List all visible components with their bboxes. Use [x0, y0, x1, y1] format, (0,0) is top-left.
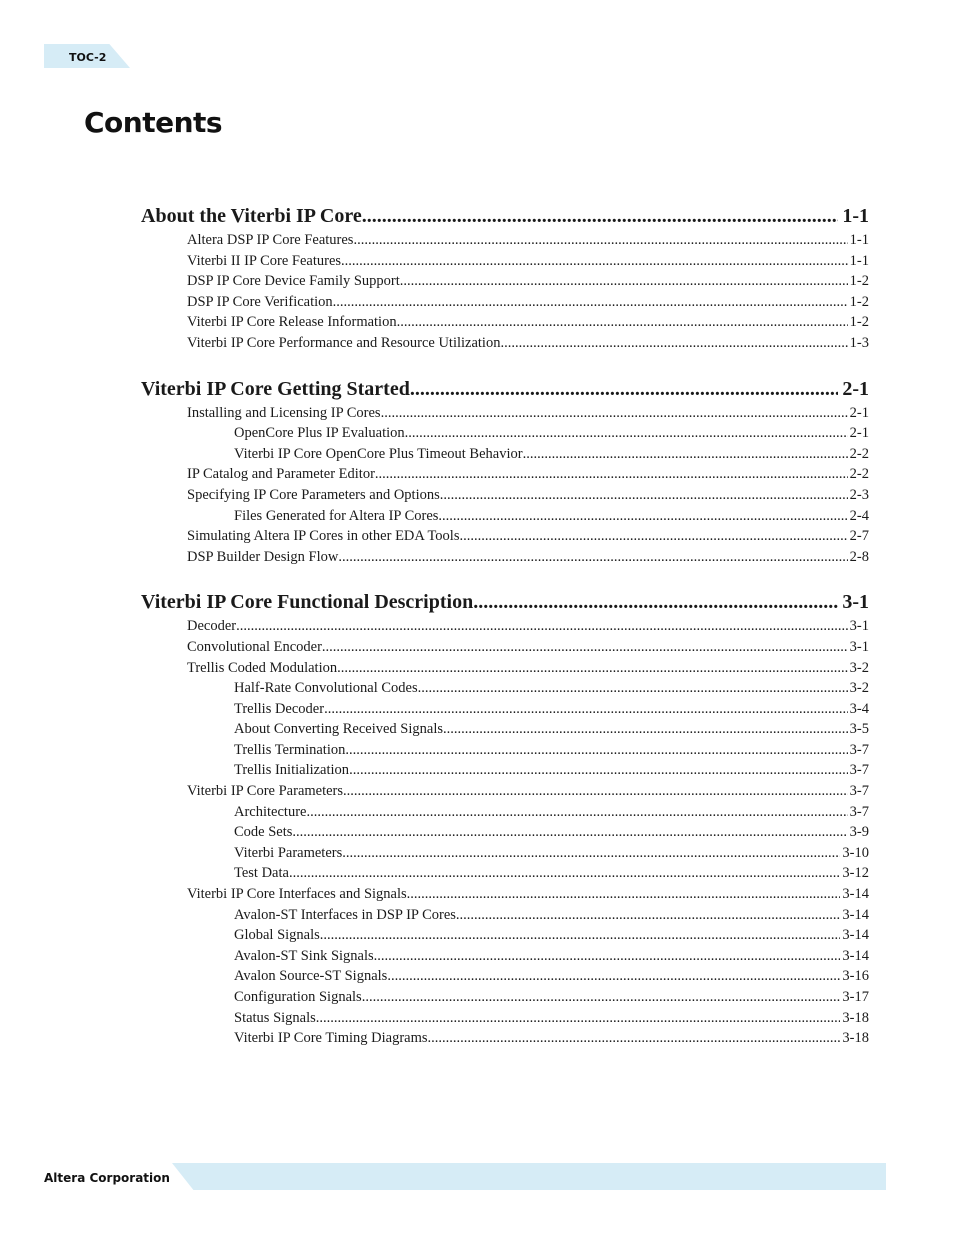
toc-entry-title: Decoder [187, 618, 237, 635]
toc-entry-page: 1-2 [849, 273, 869, 290]
toc-section-entry[interactable] [141, 292, 869, 313]
toc-subsection-entry[interactable] [141, 699, 869, 720]
toc-entry-title: Architecture [234, 803, 307, 820]
page-number-label: TOC-2 [69, 51, 107, 64]
toc-leader-dots [353, 230, 847, 251]
toc-leader-dots [418, 678, 848, 699]
toc-leader-dots [345, 740, 847, 761]
toc-leader-dots [362, 203, 839, 230]
toc-chapter [141, 589, 869, 1048]
toc-section-entry[interactable] [141, 271, 869, 292]
toc-entry-title: Global Signals [234, 927, 320, 944]
toc-leader-dots [322, 637, 848, 658]
toc-leader-dots [362, 987, 841, 1008]
toc-entry-page: 2-8 [849, 548, 869, 565]
toc-entry-page: 3-7 [849, 762, 869, 779]
toc-leader-dots [456, 905, 841, 926]
toc-leader-dots [316, 1008, 841, 1029]
toc-entry-title: Files Generated for Altera IP Cores [234, 507, 439, 524]
toc-subsection-entry[interactable] [141, 843, 869, 864]
toc-entry-title: Viterbi IP Core OpenCore Plus Timeout Behavior [234, 445, 523, 462]
toc-section-entry[interactable] [141, 658, 869, 679]
toc-chapter-page: 2-1 [842, 377, 869, 400]
toc-subsection-entry[interactable] [141, 925, 869, 946]
toc-section-entry[interactable] [141, 485, 869, 506]
toc-entry-page: 3-4 [849, 700, 869, 717]
toc-leader-dots [337, 658, 848, 679]
toc-entry-page: 3-16 [842, 968, 869, 985]
toc-leader-dots [320, 925, 841, 946]
toc-entry-title: Trellis Termination [234, 741, 346, 758]
toc-entry-page: 2-3 [849, 486, 869, 503]
toc-subsection-entry[interactable] [141, 1008, 869, 1029]
toc-section-entry[interactable] [141, 333, 869, 354]
toc-entry-page: 2-7 [849, 528, 869, 545]
toc-section-entry[interactable] [141, 403, 869, 424]
toc-entry-page: 3-14 [842, 906, 869, 923]
toc-entry-page: 2-2 [849, 466, 869, 483]
toc-subsection-entry[interactable] [141, 719, 869, 740]
toc-entry-page: 3-1 [849, 638, 869, 655]
toc-section-entry[interactable] [141, 526, 869, 547]
toc-section-entry[interactable] [141, 251, 869, 272]
toc-entry-title: Viterbi II IP Core Features [187, 252, 342, 269]
toc-entry-page: 3-7 [849, 803, 869, 820]
toc-entry-page: 3-14 [842, 886, 869, 903]
toc-leader-dots [410, 376, 838, 403]
toc-entry-title: Convolutional Encoder [187, 638, 322, 655]
toc-section-entry[interactable] [141, 547, 869, 568]
toc-leader-dots [459, 526, 847, 547]
toc-subsection-entry[interactable] [141, 1028, 869, 1049]
toc-entry-page: 3-9 [849, 824, 869, 841]
toc-subsection-entry[interactable] [141, 863, 869, 884]
toc-subsection-entry[interactable] [141, 740, 869, 761]
toc-chapter-title: Viterbi IP Core Getting Started [141, 377, 410, 400]
toc-leader-dots [338, 547, 847, 568]
toc-leader-dots [381, 403, 848, 424]
toc-entry-title: Trellis Coded Modulation [187, 659, 338, 676]
toc-leader-dots [500, 333, 847, 354]
toc-leader-dots [523, 444, 848, 465]
toc-section-entry[interactable] [141, 637, 869, 658]
toc-entry-title: Trellis Decoder [234, 700, 325, 717]
toc-entry-page: 1-2 [849, 314, 869, 331]
toc-entry-title: Viterbi Parameters [234, 844, 343, 861]
toc-leader-dots [397, 312, 848, 333]
toc-entry-title: Code Sets [234, 824, 293, 841]
footer-band [172, 1163, 886, 1190]
toc-entry-title: Test Data [234, 865, 289, 882]
toc-subsection-entry[interactable] [141, 905, 869, 926]
toc-entry-page: 2-1 [849, 404, 869, 421]
footer-company: Altera Corporation [44, 1171, 170, 1185]
toc-subsection-entry[interactable] [141, 822, 869, 843]
toc-entry-title: Altera DSP IP Core Features [187, 232, 354, 248]
toc-entry-title: IP Catalog and Parameter Editor [187, 466, 375, 483]
toc-chapter-heading[interactable] [141, 376, 869, 403]
toc-entry-title: Avalon Source-ST Signals [234, 968, 388, 985]
toc-leader-dots [292, 822, 847, 843]
toc-chapter-heading[interactable] [141, 589, 869, 616]
toc-entry-title: Configuration Signals [234, 989, 362, 1005]
toc-entry-title: DSP IP Core Device Family Support [187, 273, 400, 290]
toc-entry-title: Status Signals [234, 1009, 316, 1026]
toc-chapter-page: 1-1 [842, 205, 869, 227]
toc-subsection-entry[interactable] [141, 946, 869, 967]
toc-leader-dots [428, 1028, 841, 1049]
toc-entry-page: 1-2 [849, 293, 869, 310]
toc-entry-page: 1-3 [849, 334, 869, 351]
toc-entry-page: 3-14 [842, 927, 869, 944]
toc-leader-dots [407, 884, 841, 905]
toc-subsection-entry[interactable] [141, 678, 869, 699]
toc-subsection-entry[interactable] [141, 966, 869, 987]
toc-entry-title: Simulating Altera IP Cores in other EDA Tools [187, 528, 460, 545]
toc-chapter-heading[interactable] [141, 203, 869, 230]
toc-entry-title: Specifying IP Core Parameters and Options [187, 486, 440, 503]
toc-leader-dots [236, 616, 848, 637]
toc-entry-title: Avalon-ST Interfaces in DSP IP Cores [234, 906, 456, 923]
toc-section-entry[interactable] [141, 616, 869, 637]
toc-entry-page: 2-1 [849, 425, 869, 442]
toc-section-entry[interactable] [141, 230, 869, 251]
toc-entry-title: Half-Rate Convolutional Codes [234, 680, 418, 697]
toc-entry-page: 2-4 [849, 507, 869, 524]
toc-entry-title: Viterbi IP Core Timing Diagrams [234, 1030, 428, 1047]
toc-entry-page: 3-14 [842, 947, 869, 964]
toc-entry-page: 3-7 [849, 741, 869, 758]
toc-entry-page: 3-18 [842, 1030, 869, 1047]
toc-entry-page: 3-1 [849, 618, 869, 635]
toc-entry-title: Installing and Licensing IP Cores [187, 404, 381, 421]
toc-chapter-title: Viterbi IP Core Functional Description [141, 591, 474, 614]
toc-entry-title: Viterbi IP Core Parameters [187, 783, 344, 800]
toc-chapter-title: About the Viterbi IP Core [141, 205, 362, 227]
toc-entry-title: OpenCore Plus IP Evaluation [234, 425, 405, 442]
toc-entry-title: Avalon-ST Sink Signals [234, 947, 374, 964]
toc-entry-page: 3-2 [849, 659, 869, 676]
toc-subsection-entry[interactable] [141, 506, 869, 527]
toc-entry-title: Viterbi IP Core Interfaces and Signals [187, 886, 407, 903]
toc-section-entry[interactable] [141, 312, 869, 333]
toc-leader-dots [375, 464, 848, 485]
toc-subsection-entry[interactable] [141, 802, 869, 823]
toc-leader-dots [349, 760, 848, 781]
page-title: Contents [84, 106, 223, 139]
toc-leader-dots [324, 699, 848, 720]
toc-leader-dots [306, 802, 847, 823]
toc-section-entry[interactable] [141, 884, 869, 905]
toc-entry-page: 1-1 [849, 252, 869, 269]
toc-chapter [141, 203, 869, 354]
toc-section-entry[interactable] [141, 781, 869, 802]
toc-leader-dots [343, 781, 848, 802]
toc-entry-page: 3-12 [842, 865, 869, 882]
toc-entry-page: 3-2 [849, 680, 869, 697]
toc-leader-dots [473, 589, 838, 616]
toc-section-entry[interactable] [141, 464, 869, 485]
toc-entry-title: DSP IP Core Verification [187, 293, 333, 310]
toc-leader-dots [440, 485, 848, 506]
toc-leader-dots [405, 423, 848, 444]
toc-leader-dots [443, 719, 848, 740]
toc-entry-page: 3-17 [842, 989, 869, 1005]
toc-leader-dots [342, 843, 840, 864]
table-of-contents [141, 203, 869, 1071]
toc-entry-page: 3-18 [842, 1009, 869, 1026]
toc-entry-title: Viterbi IP Core Performance and Resource Utilization [187, 334, 501, 351]
toc-leader-dots [289, 863, 840, 884]
toc-subsection-entry[interactable] [141, 987, 869, 1008]
toc-leader-dots [333, 292, 848, 313]
toc-leader-dots [341, 251, 848, 272]
toc-entry-page: 1-1 [849, 232, 869, 248]
toc-subsection-entry[interactable] [141, 423, 869, 444]
toc-entry-page: 3-10 [842, 844, 869, 861]
toc-chapter [141, 376, 869, 568]
toc-entry-title: DSP Builder Design Flow [187, 548, 339, 565]
toc-entry-page: 2-2 [849, 445, 869, 462]
toc-entry-title: Viterbi IP Core Release Information [187, 314, 397, 331]
toc-entry-title: About Converting Received Signals [234, 721, 444, 738]
toc-subsection-entry[interactable] [141, 760, 869, 781]
toc-entry-page: 3-5 [849, 721, 869, 738]
toc-leader-dots [387, 966, 840, 987]
toc-leader-dots [400, 271, 848, 292]
toc-chapter-page: 3-1 [842, 591, 869, 614]
toc-leader-dots [438, 506, 847, 527]
toc-entry-page: 3-7 [849, 783, 869, 800]
toc-subsection-entry[interactable] [141, 444, 869, 465]
toc-entry-title: Trellis Initialization [234, 762, 350, 779]
toc-leader-dots [374, 946, 841, 967]
